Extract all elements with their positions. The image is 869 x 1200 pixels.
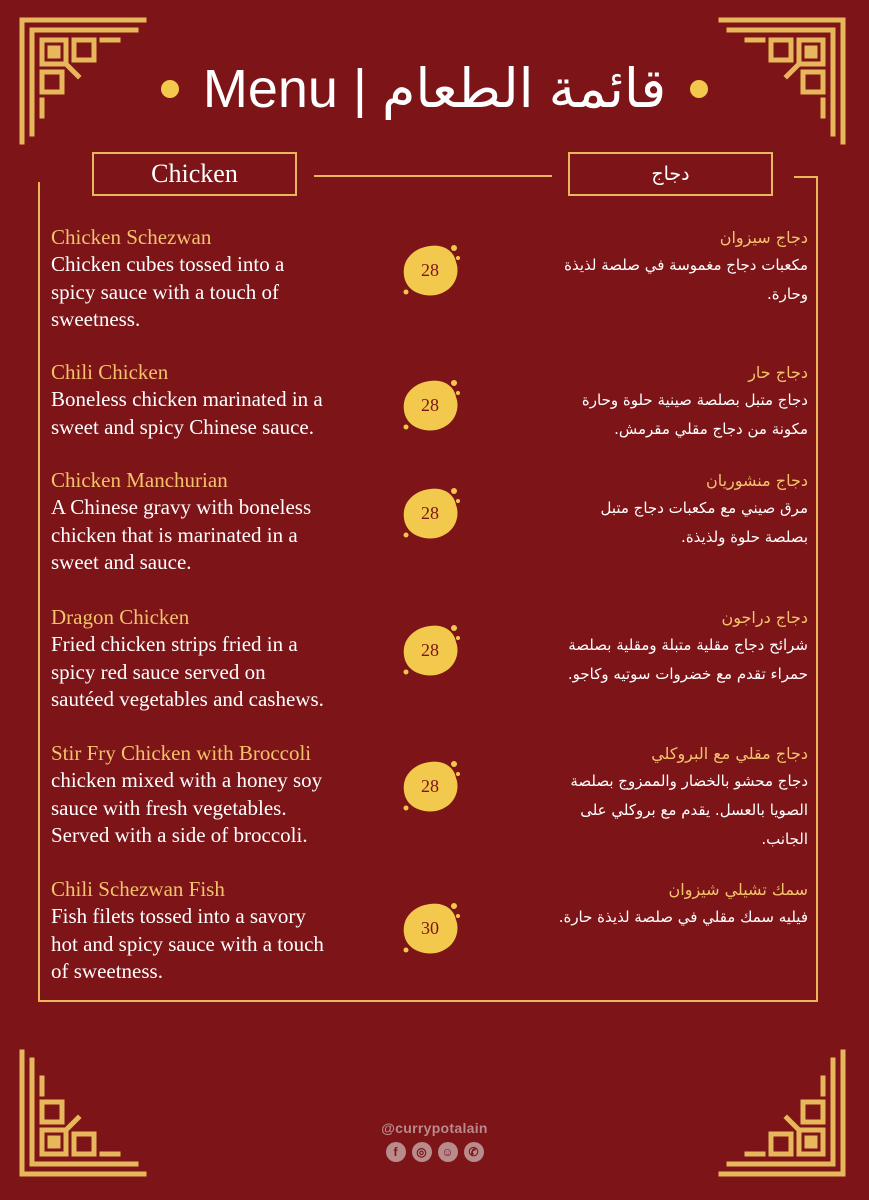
item-description-arabic-line: دجاج محشو بالخضار والممزوج بصلصة [570, 772, 808, 790]
item-name-english: Chili Chicken [51, 360, 169, 384]
facebook-icon[interactable]: f [386, 1142, 406, 1162]
item-description-english-line: chicken mixed with a honey soy [51, 768, 323, 792]
item-description-arabic-line: الجانب. [761, 830, 808, 848]
footer [0, 1120, 869, 1162]
frame-top-middle-line [314, 175, 552, 177]
item-english [51, 359, 361, 441]
item-description-arabic-line: دجاج متبل بصلصة صينية حلوة وحارة [581, 391, 808, 409]
item-description-english-line: of sweetness. [51, 959, 163, 983]
price-value: 30 [421, 917, 439, 938]
item-name-arabic: دجاج حار [748, 363, 808, 382]
item-name-english: Dragon Chicken [51, 605, 190, 629]
item-description-arabic-line: فيليه سمك مقلي في صلصة لذيذة حارة. [558, 908, 808, 926]
item-description-english-line: Chicken cubes tossed into a [51, 252, 285, 276]
item-description-arabic-line: مكونة من دجاج مقلي مقرمش. [614, 420, 808, 438]
social-handle: @currypotalain [381, 1120, 488, 1136]
price-badge [398, 240, 462, 300]
item-description-arabic-line: الصويا بالعسل. يقدم مع بروكلي على [580, 801, 808, 819]
item-description-english-line: sauce with fresh vegetables. [51, 795, 287, 820]
item-description-english-line: spicy red sauce served on [51, 659, 266, 684]
header-dot-right [690, 80, 708, 98]
item-name-arabic: دجاج دراجون [721, 608, 808, 627]
item-description-arabic-line: وحارة. [767, 285, 808, 303]
social-icons [0, 1142, 869, 1162]
item-description-arabic-line: شرائح دجاج مقلية متبلة ومقلية بصلصة [568, 636, 808, 654]
item-description-english-line: sweetness. [51, 307, 141, 331]
item-name-arabic: دجاج سيزوان [719, 228, 808, 247]
item-description-arabic-line: مرق صيني مع مكعبات دجاج متبل [600, 499, 808, 517]
item-description-arabic-line: بصلصة حلوة ولذيذة. [681, 528, 808, 546]
menu-header [0, 58, 869, 120]
price-badge [398, 756, 462, 816]
item-arabic [508, 876, 808, 932]
item-description-english-line: chicken that is marinated in a [51, 522, 298, 547]
item-description-arabic-line: حمراء تقدم مع خضروات سوتيه وكاجو. [567, 665, 808, 683]
frame-gap-left [36, 174, 74, 182]
price-value: 28 [421, 639, 439, 660]
price-value: 28 [421, 259, 439, 280]
item-arabic [508, 467, 808, 552]
price-value: 28 [421, 775, 439, 796]
price-badge [398, 483, 462, 543]
price-badge [398, 620, 462, 680]
page-title: Menu | قائمة الطعام [202, 59, 667, 119]
whatsapp-icon[interactable]: ✆ [464, 1142, 484, 1162]
price-badge [398, 898, 462, 958]
item-english [51, 604, 361, 714]
tab-chicken-english: Chicken [92, 152, 297, 196]
item-arabic [508, 740, 808, 854]
item-name-arabic: دجاج مقلي مع البروكلي [651, 744, 808, 763]
item-english [51, 224, 361, 334]
item-description-arabic-line: مكعبات دجاج مغموسة في صلصة لذيذة [564, 256, 808, 274]
item-english [51, 740, 361, 850]
item-name-english: Chili Schezwan Fish [51, 877, 225, 901]
item-name-arabic: دجاج منشوريان [705, 471, 808, 490]
item-arabic [508, 359, 808, 444]
item-description-english-line: sautéed vegetables and cashews. [51, 687, 324, 711]
snapchat-icon[interactable]: ☺ [438, 1142, 458, 1162]
item-description-english-line: Boneless chicken marinated in a [51, 387, 323, 411]
item-description-english-line: sweet and spicy Chinese sauce. [51, 414, 315, 439]
price-value: 28 [421, 502, 439, 523]
item-english [51, 467, 361, 577]
header-dot-left [161, 80, 179, 98]
item-english [51, 876, 361, 986]
item-name-english: Stir Fry Chicken with Broccoli [51, 741, 312, 765]
item-description-english-line: spicy sauce with a touch of [51, 279, 280, 304]
item-description-english-line: Served with a side of broccoli. [51, 823, 308, 847]
item-arabic [508, 604, 808, 689]
item-name-arabic: سمك تشيلي شيزوان [668, 880, 808, 899]
item-name-english: Chicken Manchurian [51, 468, 228, 492]
price-value: 28 [421, 394, 439, 415]
item-name-english: Chicken Schezwan [51, 225, 212, 249]
instagram-icon[interactable]: ◎ [412, 1142, 432, 1162]
item-description-english-line: Fish filets tossed into a savory [51, 904, 306, 928]
item-description-english-line: Fried chicken strips fried in a [51, 632, 298, 656]
item-description-english-line: hot and spicy sauce with a touch [51, 931, 324, 956]
item-description-english-line: A Chinese gravy with boneless [51, 495, 312, 519]
price-badge [398, 375, 462, 435]
item-description-english-line: sweet and sauce. [51, 550, 192, 574]
tab-chicken-arabic: دجاج [568, 152, 773, 196]
item-arabic [508, 224, 808, 309]
